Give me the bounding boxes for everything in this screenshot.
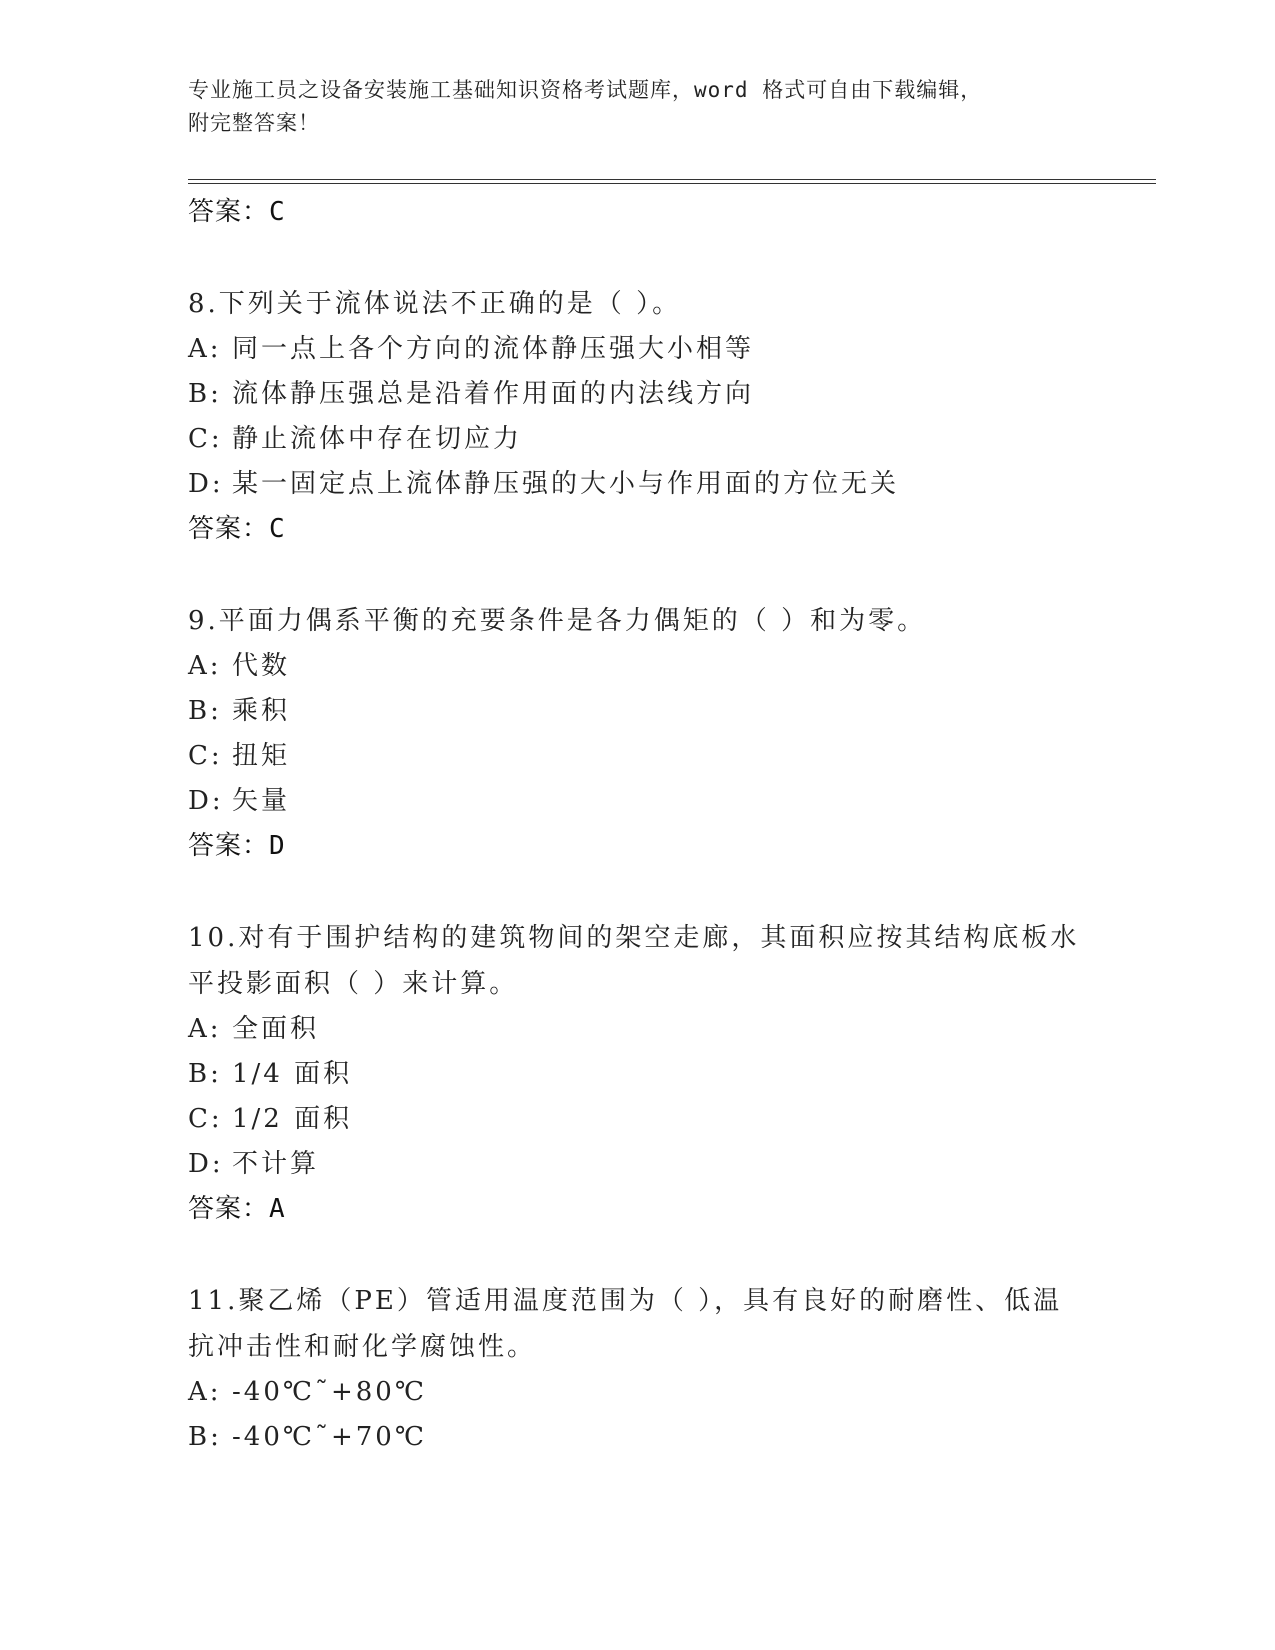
option-label: C: xyxy=(188,424,223,454)
option-label: A: xyxy=(188,1014,222,1044)
spacer xyxy=(188,235,1088,281)
option-c xyxy=(188,734,1088,779)
spacer xyxy=(188,552,1088,598)
answer-line xyxy=(188,1187,1088,1232)
option-text: 乘积 xyxy=(232,696,291,726)
option-d xyxy=(188,1142,1088,1187)
option-text: 不计算 xyxy=(232,1149,320,1179)
option-a xyxy=(188,1370,1088,1415)
answer-label: 答案： xyxy=(188,197,270,227)
option-d xyxy=(188,779,1088,824)
option-text: 静止流体中存在切应力 xyxy=(232,424,523,454)
option-text: 全面积 xyxy=(232,1014,320,1044)
header-line-2: 附完整答案！ xyxy=(188,111,320,135)
answer-label: 答案： xyxy=(188,514,270,544)
option-label: A: xyxy=(188,651,222,681)
option-b xyxy=(188,372,1088,417)
option-a xyxy=(188,1007,1088,1052)
question-11 xyxy=(188,1278,1088,1460)
answer-line xyxy=(188,507,1088,552)
option-text: 流体静压强总是沿着作用面的内法线方向 xyxy=(232,379,755,409)
option-text: 同一点上各个方向的流体静压强大小相等 xyxy=(232,334,755,364)
question-10 xyxy=(188,915,1088,1232)
option-d xyxy=(188,462,1088,507)
question-stem-line-1: 11.聚乙烯（PE）管适用温度范围为（ ），具有良好的耐磨性、低温 xyxy=(188,1286,1063,1316)
option-text: -40℃˜+80℃ xyxy=(232,1377,427,1407)
question-8 xyxy=(188,281,1088,552)
option-c xyxy=(188,417,1088,462)
answer-value: A xyxy=(269,1194,286,1224)
question-list xyxy=(188,190,1088,1460)
answer-value: D xyxy=(269,831,286,861)
option-b xyxy=(188,1415,1088,1460)
answer-value: C xyxy=(269,514,286,544)
option-text: 某一固定点上流体静压强的大小与作用面的方位无关 xyxy=(232,469,900,499)
option-b xyxy=(188,1052,1088,1097)
option-c xyxy=(188,1097,1088,1142)
option-text: -40℃˜+70℃ xyxy=(232,1422,427,1452)
option-label: A: xyxy=(188,1377,222,1407)
option-b xyxy=(188,689,1088,734)
option-text: 1/2 面积 xyxy=(232,1104,353,1134)
question-stem: 8.下列关于流体说法不正确的是（ ）。 xyxy=(188,289,682,319)
option-a xyxy=(188,644,1088,689)
question-stem-line-2: 抗冲击性和耐化学腐蚀性。 xyxy=(188,1332,537,1362)
option-label: D: xyxy=(188,1149,224,1179)
document-header xyxy=(188,74,1088,140)
option-text: 扭矩 xyxy=(232,741,291,771)
header-line-1: 专业施工员之设备安装施工基础知识资格考试题库，word 格式可自由下载编辑， xyxy=(188,78,983,102)
option-label: C: xyxy=(188,741,223,771)
option-label: B: xyxy=(188,696,222,726)
option-label: B: xyxy=(188,379,222,409)
option-label: A: xyxy=(188,334,222,364)
option-text: 1/4 面积 xyxy=(232,1059,353,1089)
option-a xyxy=(188,327,1088,372)
question-stem: 9.平面力偶系平衡的充要条件是各力偶矩的（ ）和为零。 xyxy=(188,606,927,636)
option-text: 矢量 xyxy=(232,786,291,816)
option-label: B: xyxy=(188,1422,222,1452)
option-label: D: xyxy=(188,786,224,816)
option-label: B: xyxy=(188,1059,222,1089)
answer-value: C xyxy=(269,197,286,227)
answer-line xyxy=(188,824,1088,869)
option-label: D: xyxy=(188,469,224,499)
answer-label: 答案： xyxy=(188,1194,270,1224)
header-divider-bottom xyxy=(188,183,1156,184)
option-label: C: xyxy=(188,1104,223,1134)
answer-label: 答案： xyxy=(188,831,270,861)
option-text: 代数 xyxy=(232,651,291,681)
answer-line-prev xyxy=(188,190,1088,235)
question-9 xyxy=(188,598,1088,869)
spacer xyxy=(188,1232,1088,1278)
question-stem-line-2: 平投影面积（ ）来计算。 xyxy=(188,969,519,999)
header-divider-top xyxy=(188,179,1156,180)
spacer xyxy=(188,869,1088,915)
question-stem-line-1: 10.对有于围护结构的建筑物间的架空走廊，其面积应按其结构底板水 xyxy=(188,923,1080,953)
